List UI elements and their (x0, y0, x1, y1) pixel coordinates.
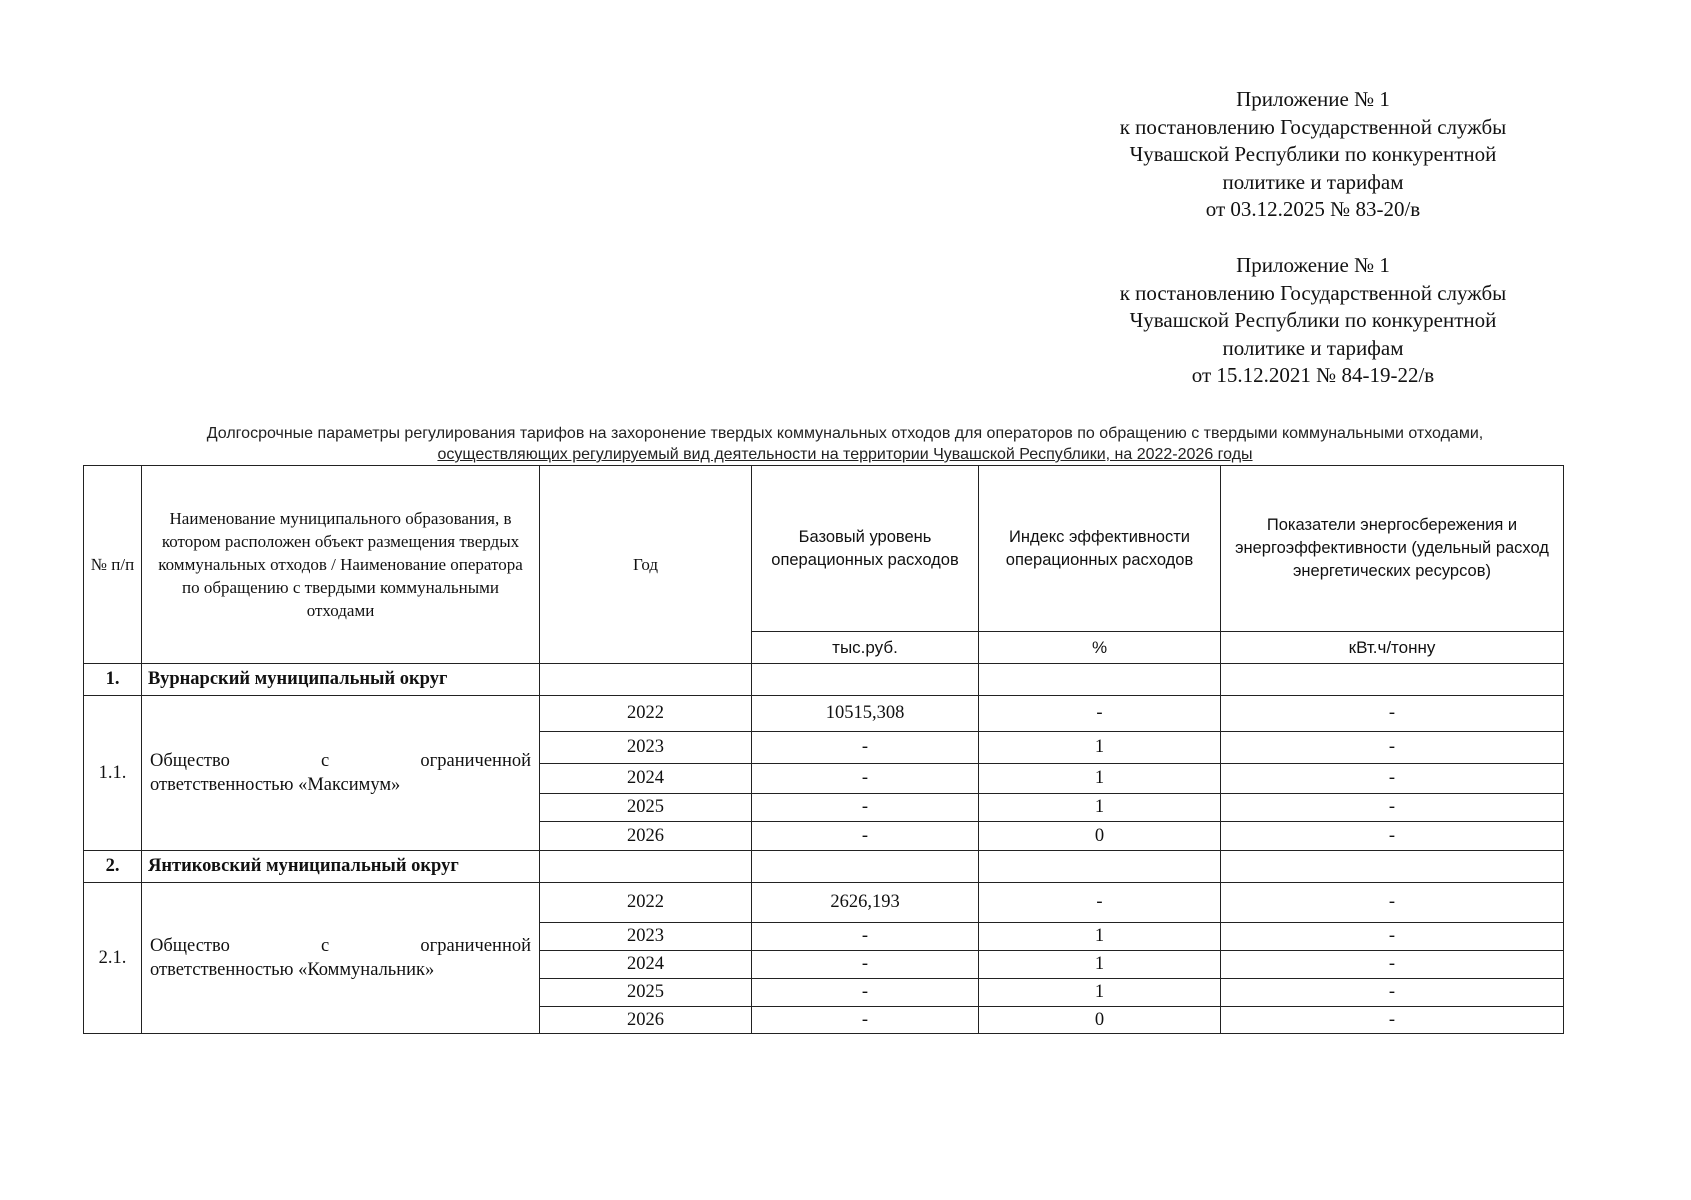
energy-cell: - (1221, 794, 1564, 822)
section-name: Вурнарский муниципальный округ (142, 664, 540, 696)
efficiency-index-cell: 1 (979, 923, 1221, 951)
section-row (84, 664, 1564, 696)
appendix-date-number: от 03.12.2025 № 83-20/в (1205, 197, 1421, 221)
appendix-label: Приложение № 1 (1236, 87, 1390, 111)
header-energy-indicators: Показатели энергосбережения и энергоэффективности (удельный расход энергетических ресурсов) (1221, 466, 1564, 632)
energy-cell: - (1221, 822, 1564, 851)
energy-cell: - (1221, 732, 1564, 764)
table-header-row (84, 466, 1564, 632)
section-number: 2. (84, 851, 142, 883)
year-cell: 2026 (540, 822, 752, 851)
efficiency-index-cell: - (979, 696, 1221, 732)
efficiency-index-cell: 1 (979, 794, 1221, 822)
base-level-cell: - (752, 979, 979, 1007)
energy-cell: - (1221, 923, 1564, 951)
energy-cell: - (1221, 883, 1564, 923)
unit-efficiency-index: % (979, 632, 1221, 664)
appendix-reference-line: к постановлению Государственной службы (1119, 280, 1507, 305)
efficiency-index-cell: 1 (979, 979, 1221, 1007)
efficiency-index-cell: 0 (979, 822, 1221, 851)
operator-number: 1.1. (84, 696, 142, 851)
header-year: Год (540, 466, 752, 664)
base-level-cell: - (752, 764, 979, 794)
efficiency-index-cell: 1 (979, 951, 1221, 979)
operator-name (142, 883, 540, 1034)
year-cell: 2022 (540, 696, 752, 732)
efficiency-index-cell: 1 (979, 764, 1221, 794)
header-name: Наименование муниципального образования, в котором расположен объект размещения твердых коммунальных отходов / Наименование оператора по обращению с твердыми коммунальными отходами (142, 466, 540, 664)
operator-name-line: ответственностью «Максимум» (150, 775, 401, 795)
operator-name-line: ответственностью «Коммунальник» (150, 960, 435, 980)
document-title-line: осуществляющих регулируемый вид деятельности на территории Чувашской Республики, на 2022-2026 годы (437, 446, 1253, 463)
year-cell: 2024 (540, 764, 752, 794)
year-cell: 2025 (540, 979, 752, 1007)
year-cell: 2023 (540, 923, 752, 951)
efficiency-index-cell: 1 (979, 732, 1221, 764)
table-row (84, 883, 1564, 923)
efficiency-index-cell: - (979, 883, 1221, 923)
base-level-cell: - (752, 822, 979, 851)
energy-cell: - (1221, 696, 1564, 732)
operator-name-line: Общество с ограниченной (150, 936, 531, 956)
energy-cell: - (1221, 951, 1564, 979)
efficiency-index-cell: 0 (979, 1007, 1221, 1034)
energy-cell: - (1221, 979, 1564, 1007)
energy-cell: - (1221, 764, 1564, 794)
appendix-reference-line: Чувашской Республики по конкурентной (1129, 142, 1497, 166)
base-level-cell: 10515,308 (752, 696, 979, 732)
appendix-label: Приложение № 1 (1236, 253, 1390, 277)
base-level-cell: - (752, 1007, 979, 1034)
header-base-level: Базовый уровень операционных расходов (752, 466, 979, 632)
year-cell: 2026 (540, 1007, 752, 1034)
operator-name-line: Общество с ограниченной (150, 751, 531, 771)
year-cell: 2022 (540, 883, 752, 923)
document-title-line: Долгосрочные параметры регулирования тарифов на захоронение твердых коммунальных отходов для операторов по обращению с твердыми коммунальными отходами, (206, 425, 1484, 442)
base-level-cell: - (752, 951, 979, 979)
appendix-reference-line: к постановлению Государственной службы (1119, 114, 1507, 139)
year-cell: 2025 (540, 794, 752, 822)
header-num: № п/п (84, 466, 142, 664)
appendix-current-header (1098, 86, 1528, 224)
base-level-cell: - (752, 923, 979, 951)
appendix-reference-line: Чувашской Республики по конкурентной (1129, 308, 1497, 332)
document-title (95, 423, 1595, 465)
appendix-original-header (1098, 252, 1528, 390)
energy-cell: - (1221, 1007, 1564, 1034)
appendix-reference-line: политике и тарифам (1222, 169, 1404, 194)
operator-name (142, 696, 540, 851)
base-level-cell: - (752, 794, 979, 822)
table-row (84, 696, 1564, 732)
unit-base-level: тыс.руб. (752, 632, 979, 664)
section-number: 1. (84, 664, 142, 696)
section-name: Янтиковский муниципальный округ (142, 851, 540, 883)
year-cell: 2024 (540, 951, 752, 979)
base-level-cell: 2626,193 (752, 883, 979, 923)
appendix-date-number: от 15.12.2021 № 84-19-22/в (1191, 363, 1435, 387)
header-efficiency-index: Индекс эффективности операционных расходов (979, 466, 1221, 632)
operator-number: 2.1. (84, 883, 142, 1034)
unit-energy: кВт.ч/тонну (1221, 632, 1564, 664)
year-cell: 2023 (540, 732, 752, 764)
base-level-cell: - (752, 732, 979, 764)
tariff-parameters-table (83, 465, 1564, 1034)
section-row (84, 851, 1564, 883)
appendix-reference-line: политике и тарифам (1222, 335, 1404, 360)
